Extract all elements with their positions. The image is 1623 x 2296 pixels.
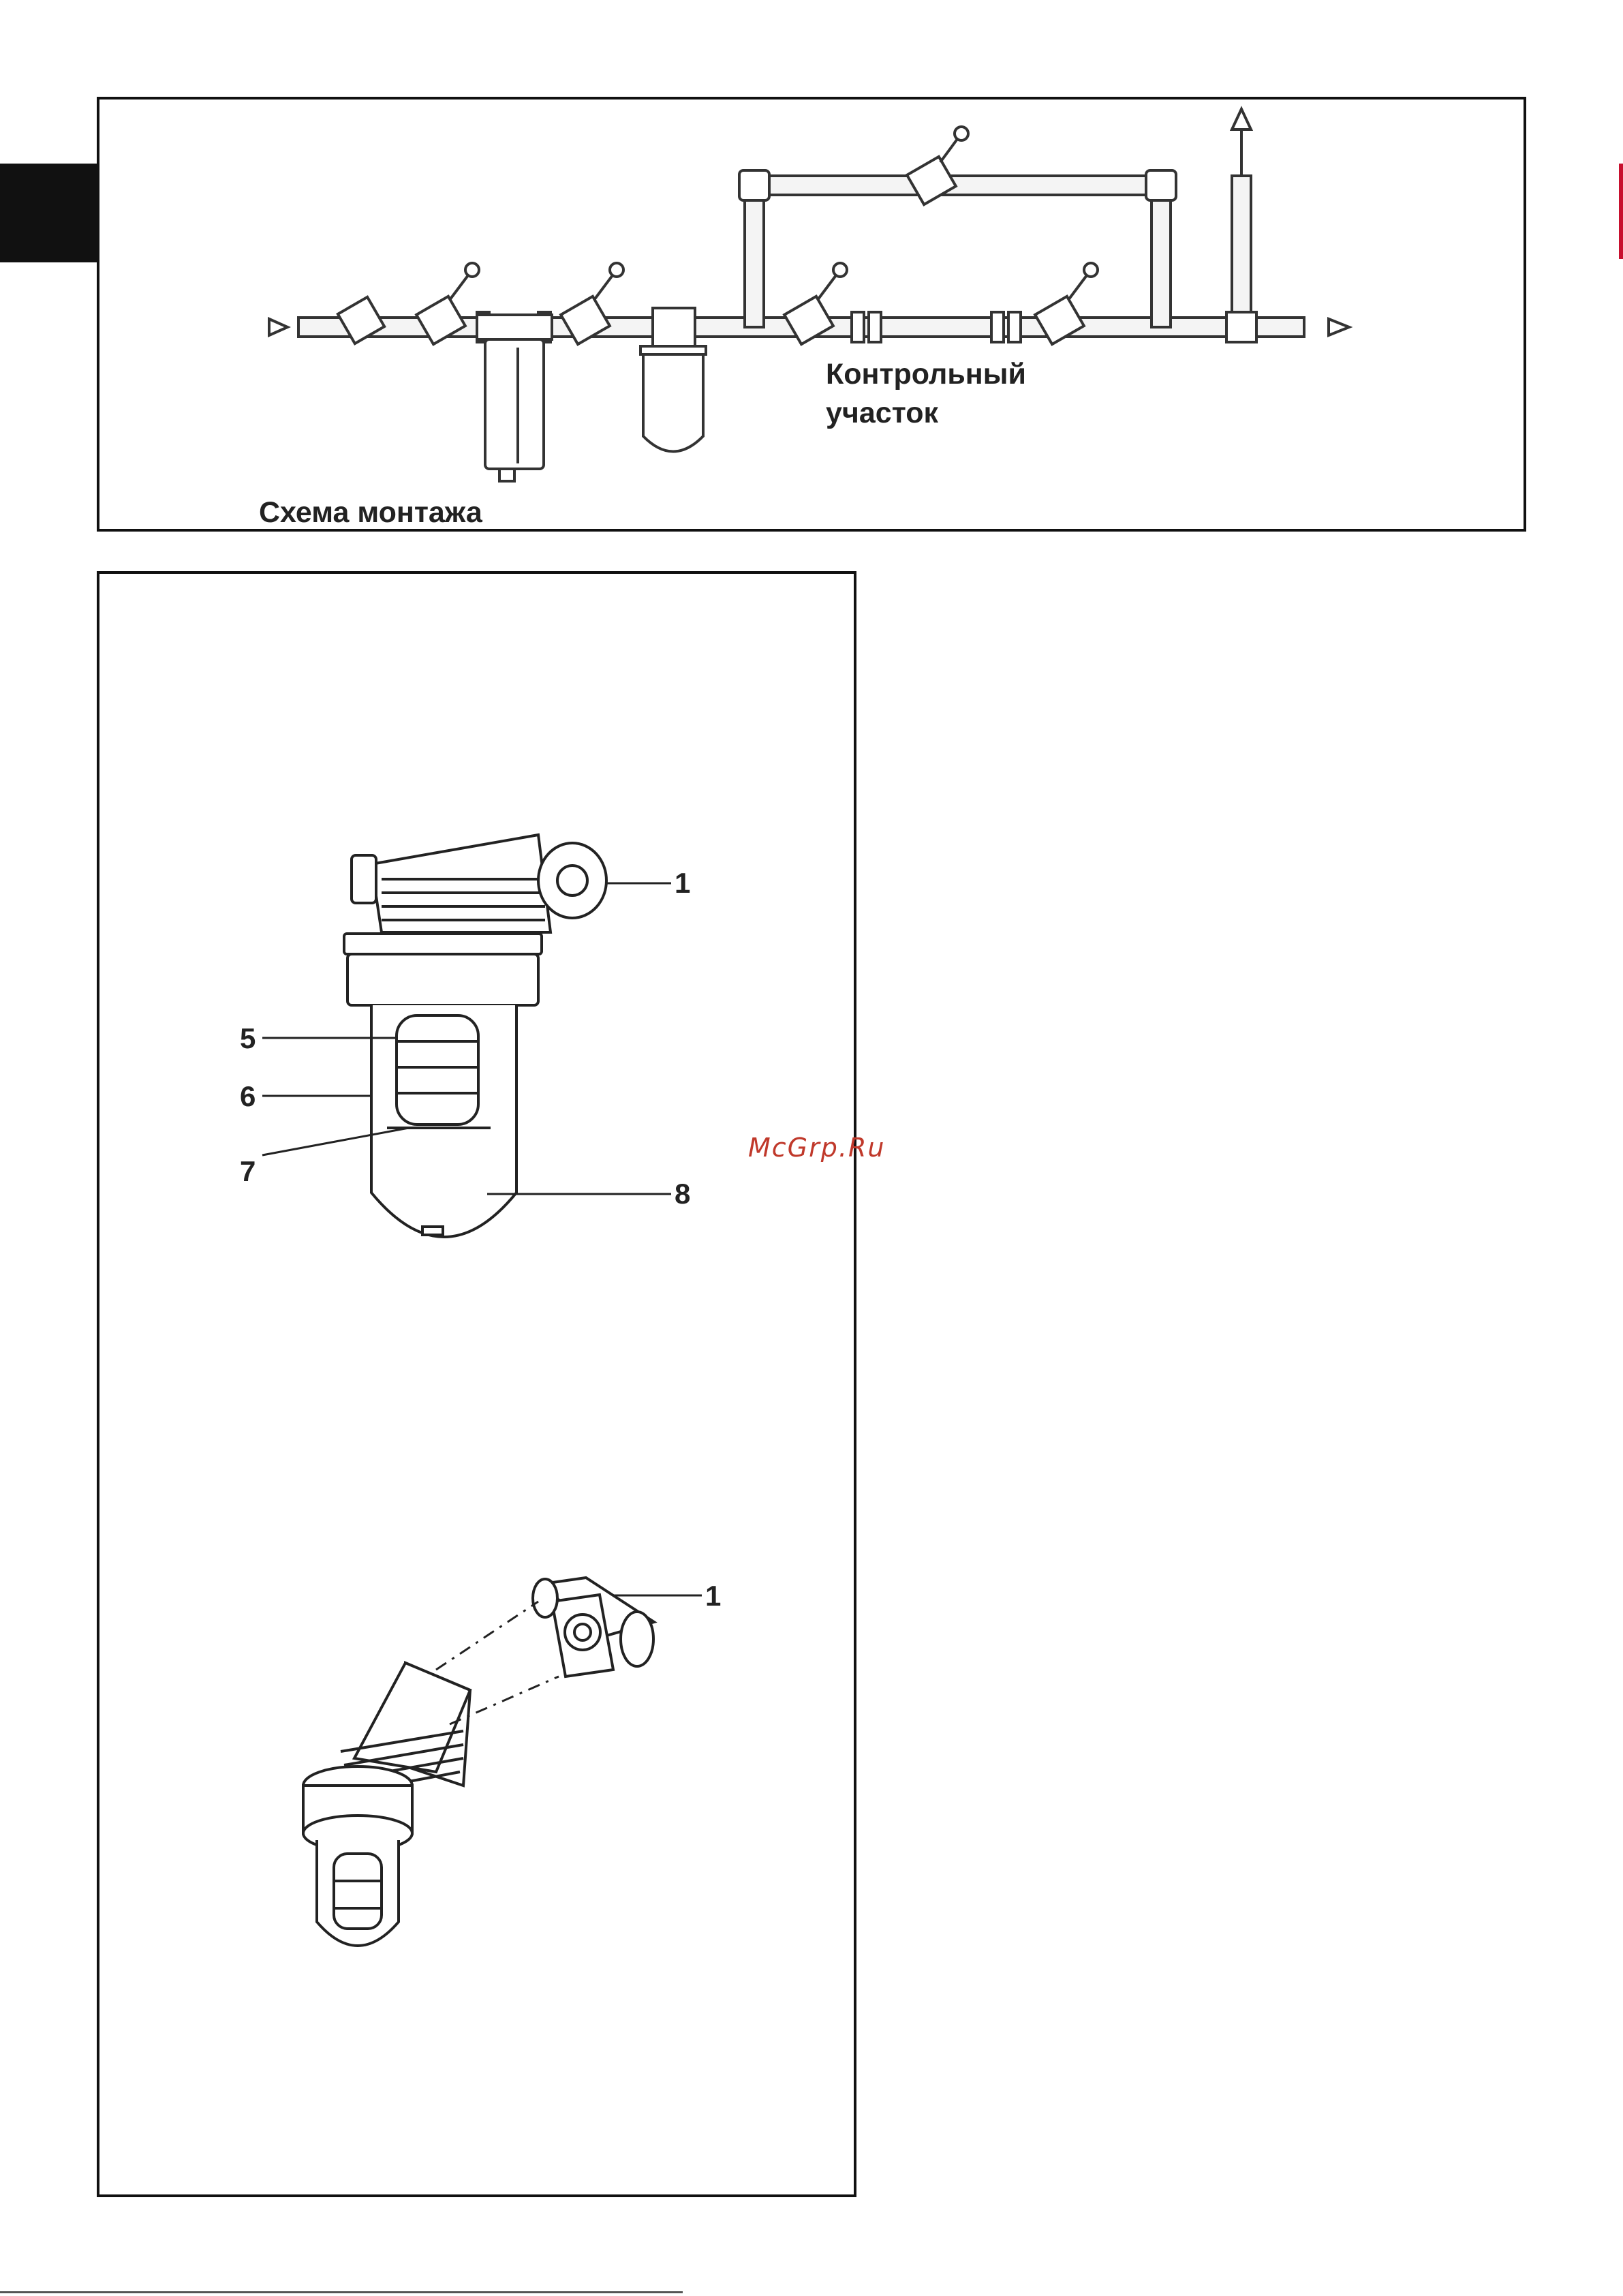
callout-5: 5 xyxy=(240,1022,256,1054)
footer-rule xyxy=(0,2291,683,2293)
diagram-caption: Схема монтажа xyxy=(259,496,482,529)
callout-6: 6 xyxy=(240,1080,256,1112)
callout-1: 1 xyxy=(675,867,691,899)
callout-7: 7 xyxy=(240,1155,256,1187)
watermark: McGrp.Ru xyxy=(748,1133,886,1163)
callout-8: 8 xyxy=(675,1178,691,1210)
control-section-label-line1: Контрольный xyxy=(826,358,1026,391)
exploded-callout-1: 1 xyxy=(705,1580,722,1612)
control-section-label-line2: участок xyxy=(826,397,938,429)
